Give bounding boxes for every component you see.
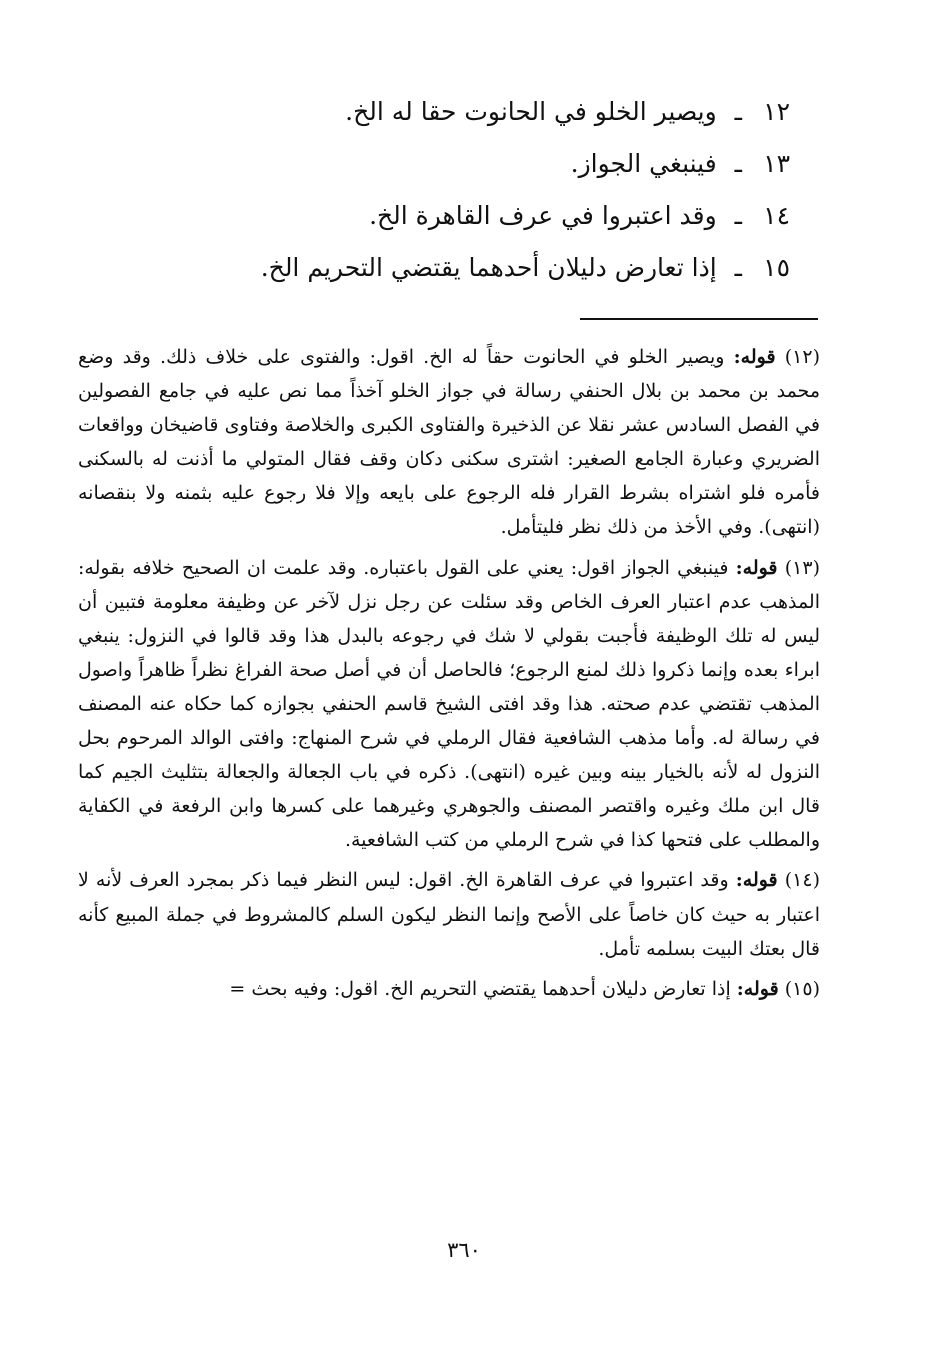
main-item-number: ١٢ bbox=[763, 97, 790, 126]
main-item-number: ١٣ bbox=[763, 149, 790, 178]
main-item-text: إذا تعارض دليلان أحدهما يقتضي التحريم الخ. bbox=[260, 253, 717, 282]
note-keyword: قوله: bbox=[735, 556, 778, 579]
main-item bbox=[170, 242, 790, 294]
main-item bbox=[170, 138, 790, 190]
page-number: ٣٦٠ bbox=[447, 1238, 481, 1262]
note-number: (١٢) bbox=[784, 346, 820, 368]
main-item-number: ١٤ bbox=[763, 201, 790, 230]
note-text: ويصير الخلو في الحانوت حقاً له الخ. اقول: والفتوى على خلاف ذلك. وقد وضع محمد بن محمد بن بلال الحنفي رسالة في جواز الخلو آخذاً مما نص عليه في جامع الفصولين في الفصل السادس عشر نقلا عن الذخيرة والفتاوى الكبرى والخلاصة وفتاوى قاضيخان وواقعات الضريري وعبارة الجامع الصغير: اشترى سكنى دكان وقف فقال المتولي ما أذنت له بالسكنى فأمره فلو اشتراه بشرط القرار فله الرجوع على بايعه وإلا فلا رجوع عليه بثمنه ولا بنقصانه (انتهى). وفي الأخذ من ذلك نظر فليتأمل. bbox=[78, 346, 820, 539]
main-text-list bbox=[170, 86, 790, 294]
main-item bbox=[170, 190, 790, 242]
main-item-text: فينبغي الجواز. bbox=[570, 149, 717, 178]
main-item-dash: ـ bbox=[734, 253, 742, 282]
main-item-text: ويصير الخلو في الحانوت حقا له الخ. bbox=[345, 97, 717, 126]
main-item bbox=[170, 86, 790, 138]
commentary-note bbox=[78, 340, 820, 545]
main-item-number: ١٥ bbox=[763, 253, 790, 282]
note-keyword: قوله: bbox=[733, 346, 776, 368]
main-item-text: وقد اعتبروا في عرف القاهرة الخ. bbox=[369, 201, 717, 230]
note-text: إذا تعارض دليلان أحدهما يقتضي التحريم الخ. اقول: وفيه بحث = bbox=[229, 977, 731, 1000]
main-item-dash: ـ bbox=[734, 149, 742, 178]
commentary-note bbox=[78, 972, 820, 1006]
commentary-note bbox=[78, 863, 820, 965]
note-number: (١٤) bbox=[784, 869, 820, 892]
main-item-dash: ـ bbox=[734, 201, 742, 230]
commentary-notes bbox=[78, 340, 820, 1012]
note-text: فينبغي الجواز اقول: يعني على القول باعتباره. وقد علمت ان الصحيح خلافه بقوله: المذهب عدم اعتبار العرف الخاص وقد سئلت عن رجل نزل لآخر عن وظيفة معلومة فتبين أن ليس له تلك الوظيفة فأجبت بقولي لا شك في رجوعه بالبدل هذا وقد قالوا في النزول: ينبغي ابراء بعده وإنما ذكروا ذلك لمنع الرجوع؛ فالحاصل أن في أصل صحة الفراغ نظراً ظاهراً واصول المذهب تقتضي عدم صحته. هذا وقد افتى الشيخ قاسم الحنفي بجوازه كما حكاه عنه المصنف في رسالة له. وأما مذهب الشافعية فقال الرملي في شرح المنهاج: وافتى الوالد المرحوم بحل النزول له لأنه بالخيار بينه وبين غيره (انتهى). ذكره في باب الجعالة والجعالة بتثليث الجيم كما قال ابن ملك وغيره واقتصر المصنف والجوهري وغيرهما على كسرها وابن الرفعة في الكفاية والمطلب على فتحها كذا في شرح الرملي من كتب الشافعية. bbox=[78, 556, 820, 852]
commentary-note bbox=[78, 551, 820, 858]
note-number: (١٣) bbox=[784, 556, 820, 579]
main-item-dash: ـ bbox=[734, 97, 742, 126]
note-number: (١٥) bbox=[784, 977, 820, 1000]
footnote-divider bbox=[580, 318, 818, 320]
note-keyword: قوله: bbox=[736, 977, 779, 1000]
note-keyword: قوله: bbox=[735, 869, 778, 892]
note-text: وقد اعتبروا في عرف القاهرة الخ. اقول: ليس النظر فيما ذكر بمجرد العرف لأنه لا اعتبار به حيث كان خاصاً على الأصح وإنما النظر ليكون السلم كالمشروط في جملة المبيع كأنه قال بعتك البيت بسلمه تأمل. bbox=[78, 869, 820, 960]
